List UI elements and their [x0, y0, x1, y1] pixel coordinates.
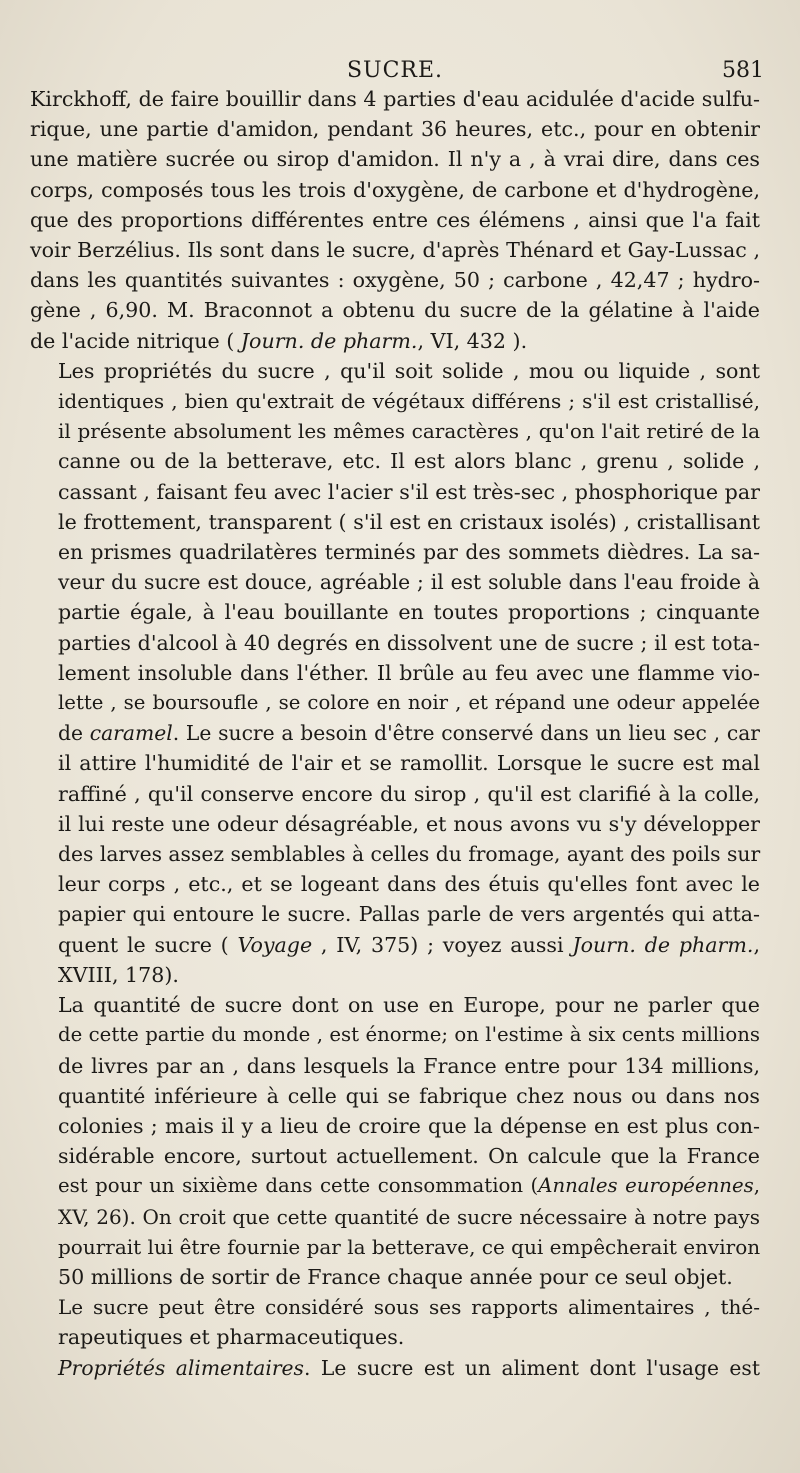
text-line: quent le sucre ( Voyage , IV, 375) ; voyez aussi Journ. de pharm.,	[58, 932, 761, 957]
text-line: que des proportions différentes entre ces élémens , ainsi que l'a fait	[30, 207, 760, 232]
text-line: Propriétés alimentaires. Le sucre est un aliment dont l'usage est	[58, 1355, 760, 1380]
text-line: 50 millions de sortir de France chaque année pour ce seul objet.	[58, 1264, 733, 1289]
text-line: sidérable encore, surtout actuellement. On calcule que la France	[58, 1144, 760, 1169]
text-line: gène , 6,90. M. Braconnot a obtenu du sucre de la gélatine à l'aide	[30, 298, 760, 323]
text-line: papier qui entoure le sucre. Pallas parle de vers argentés qui atta-	[58, 902, 760, 927]
text-line: il présente absolument les mêmes caractères , qu'on l'ait retiré de la	[58, 419, 760, 444]
text-line: de l'acide nitrique ( Journ. de pharm., VI, 432 ).	[30, 328, 528, 353]
text-line: canne ou de la betterave, etc. Il est alors blanc , grenu , solide ,	[58, 449, 760, 474]
text-line: voir Berzélius. Ils sont dans le sucre, d'après Thénard et Gay-Lussac ,	[30, 238, 760, 263]
text-line: colonies ; mais il y a lieu de croire que la dépense en est plus con-	[58, 1113, 760, 1138]
text-line: leur corps , etc., et se logeant dans des étuis qu'elles font avec le	[58, 872, 760, 897]
text-line: rapeutiques et pharmaceutiques.	[58, 1325, 405, 1350]
running-title: SUCRE.	[346, 58, 444, 83]
text-line: cassant , faisant feu avec l'acier s'il est très-sec , phosphorique par	[58, 479, 760, 504]
text-line: quantité inférieure à celle qui se fabrique chez nous ou dans nos	[58, 1083, 760, 1108]
text-line: lette , se boursoufle , se colore en noir , et répand une odeur appelée	[58, 691, 760, 715]
text-line: La quantité de sucre dont on use en Europe, pour ne parler que	[58, 993, 760, 1018]
text-line: raffiné , qu'il conserve encore du sirop , qu'il est clarifié à la colle,	[58, 781, 760, 806]
paragraph-properties	[30, 356, 760, 990]
text-line: il attire l'humidité de l'air et se ramollit. Lorsque le sucre est mal	[58, 751, 760, 776]
text-line: des larves assez semblables à celles du fromage, ayant des poils sur	[58, 842, 761, 867]
text-line: XVIII, 178).	[58, 962, 179, 987]
text-line: de caramel. Le sucre a besoin d'être conservé dans un lieu sec , car	[58, 721, 760, 746]
text-line: lement insoluble dans l'éther. Il brûle au feu avec une flamme vio-	[58, 660, 760, 685]
paragraph-consumption	[30, 990, 760, 1292]
text-line: de livres par an , dans lesquels la France entre pour 134 millions,	[58, 1053, 760, 1078]
text-line: identiques , bien qu'extrait de végétaux différens ; s'il est cristallisé,	[58, 389, 760, 414]
text-line: Le sucre peut être considéré sous ses rapports alimentaires , thé-	[58, 1295, 760, 1320]
body-text	[30, 84, 760, 1383]
text-line: est pour un sixième dans cette consommation (Annales européennes,	[58, 1174, 760, 1198]
text-line: pourrait lui être fournie par la betterave, ce qui empêcherait environ	[58, 1234, 761, 1259]
text-line: dans les quantités suivantes : oxygène, 50 ; carbone , 42,47 ; hydro-	[30, 268, 760, 293]
text-line: veur du sucre est douce, agréable ; il est soluble dans l'eau froide à	[58, 570, 760, 595]
text-line: partie égale, à l'eau bouillante en toutes proportions ; cinquante	[58, 600, 760, 625]
paragraph-composition	[30, 84, 760, 356]
running-head	[30, 58, 764, 92]
text-line: le frottement, transparent ( s'il est en cristaux isolés) , cristallisant	[58, 509, 760, 534]
page-number: 581	[722, 58, 764, 83]
text-line: de cette partie du monde , est énorme; on l'estime à six cents millions	[58, 1023, 760, 1047]
text-line: XV, 26). On croit que cette quantité de sucre nécessaire à notre pays	[58, 1204, 760, 1229]
text-line: corps, composés tous les trois d'oxygène, de carbone et d'hydrogène,	[30, 177, 760, 202]
text-line: parties d'alcool à 40 degrés en dissolvent une de sucre ; il est tota-	[58, 630, 760, 655]
text-line: rique, une partie d'amidon, pendant 36 heures, etc., pour en obtenir	[30, 117, 760, 142]
paragraph-uses	[30, 1292, 760, 1352]
text-line: Kirckhoff, de faire bouillir dans 4 parties d'eau acidulée d'acide sulfu-	[30, 87, 760, 111]
text-line: en prismes quadrilatères terminés par des sommets dièdres. La sa-	[58, 540, 760, 565]
text-line: il lui reste une odeur désagréable, et nous avons vu s'y développer	[58, 811, 760, 836]
text-line: une matière sucrée ou sirop d'amidon. Il n'y a , à vrai dire, dans ces	[30, 147, 760, 172]
paragraph-alimentary	[30, 1353, 760, 1383]
text-line: Les propriétés du sucre , qu'il soit solide , mou ou liquide , sont	[58, 358, 760, 383]
